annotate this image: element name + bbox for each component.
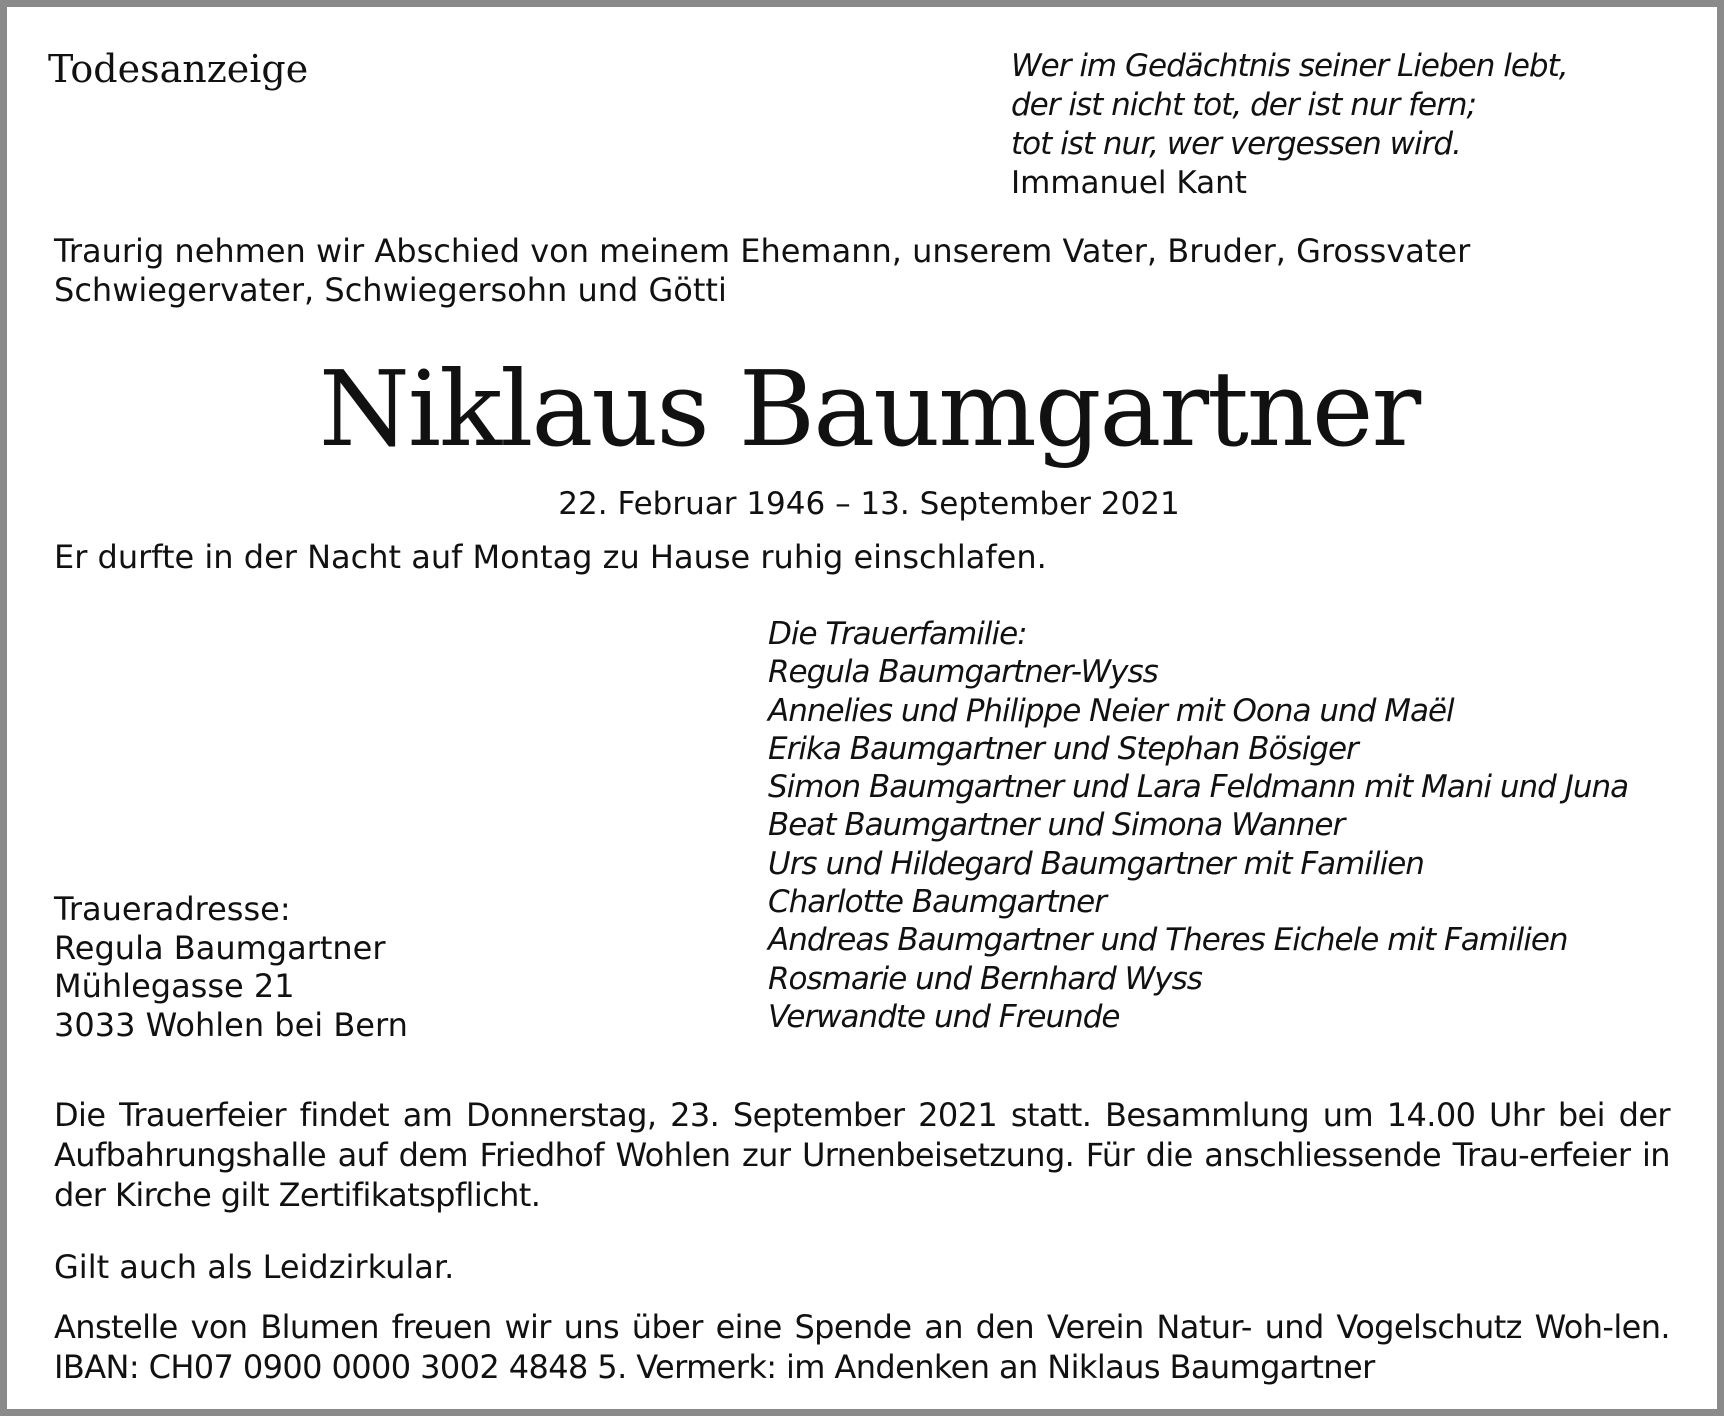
quote-author: Immanuel Kant bbox=[1011, 165, 1247, 201]
kant-quote bbox=[1011, 47, 1568, 203]
family-member: Erika Baumgartner und Stephan Bösiger bbox=[768, 730, 1358, 767]
circular-note: Gilt auch als Leidzirkular. bbox=[54, 1248, 455, 1286]
mourning-family bbox=[768, 615, 1628, 1036]
donation-request: Anstelle von Blumen freuen wir uns über eine Spende an den Verein Natur- und Vogelschutz Woh-len. IBAN: CH07 0900 0000 3002 4848 5. Vermerk: im Andenken an Niklaus Baumgartner bbox=[54, 1308, 1670, 1386]
family-member: Annelies und Philippe Neier mit Oona und Maël bbox=[768, 692, 1454, 729]
address-street: Mühlegasse 21 bbox=[54, 967, 295, 1005]
intro-line: Schwiegervater, Schwiegersohn und Götti bbox=[54, 271, 727, 309]
family-member: Charlotte Baumgartner bbox=[768, 884, 1106, 921]
intro-line: Traurig nehmen wir Abschied von meinem Ehemann, unserem Vater, Bruder, Grossvater bbox=[54, 232, 1471, 270]
quote-line: tot ist nur, wer vergessen wird. bbox=[1011, 126, 1461, 162]
ceremony-details: Die Trauerfeier findet am Donnerstag, 23. September 2021 statt. Besammlung um 14.00 Uhr bei der Aufbahrungshalle auf dem Friedhof Wohlen zur Urnenbeisetzung. Für die anschliessende Trau-erfeier in der Kirche gilt Zertifikatspflicht. bbox=[54, 1096, 1670, 1214]
family-member: Verwandte und Freunde bbox=[768, 998, 1120, 1035]
address-label: Traueradresse: bbox=[54, 890, 291, 928]
mourning-address bbox=[54, 890, 408, 1044]
family-member: Urs und Hildegard Baumgartner mit Familien bbox=[768, 845, 1424, 882]
address-name: Regula Baumgartner bbox=[54, 928, 386, 967]
family-member: Andreas Baumgartner und Theres Eichele mit Familien bbox=[768, 922, 1568, 959]
quote-line: Wer im Gedächtnis seiner Lieben lebt, bbox=[1011, 48, 1568, 84]
deceased-name: Niklaus Baumgartner bbox=[318, 348, 1420, 470]
family-label: Die Trauerfamilie: bbox=[768, 616, 1027, 652]
passing-note: Er durfte in der Nacht auf Montag zu Hause ruhig einschlafen. bbox=[54, 538, 1047, 576]
family-member: Rosmarie und Bernhard Wyss bbox=[768, 960, 1202, 997]
address-city: 3033 Wohlen bei Bern bbox=[54, 1005, 408, 1044]
family-member: Regula Baumgartner-Wyss bbox=[768, 654, 1158, 691]
family-member: Beat Baumgartner und Simona Wanner bbox=[768, 807, 1345, 844]
life-dates: 22. Februar 1946 – 13. September 2021 bbox=[558, 486, 1180, 522]
farewell-intro bbox=[54, 232, 1674, 310]
family-member: Simon Baumgartner und Lara Feldmann mit Mani und Juna bbox=[768, 769, 1629, 806]
notice-heading: Todesanzeige bbox=[48, 47, 309, 91]
quote-line: der ist nicht tot, der ist nur fern; bbox=[1011, 87, 1476, 123]
